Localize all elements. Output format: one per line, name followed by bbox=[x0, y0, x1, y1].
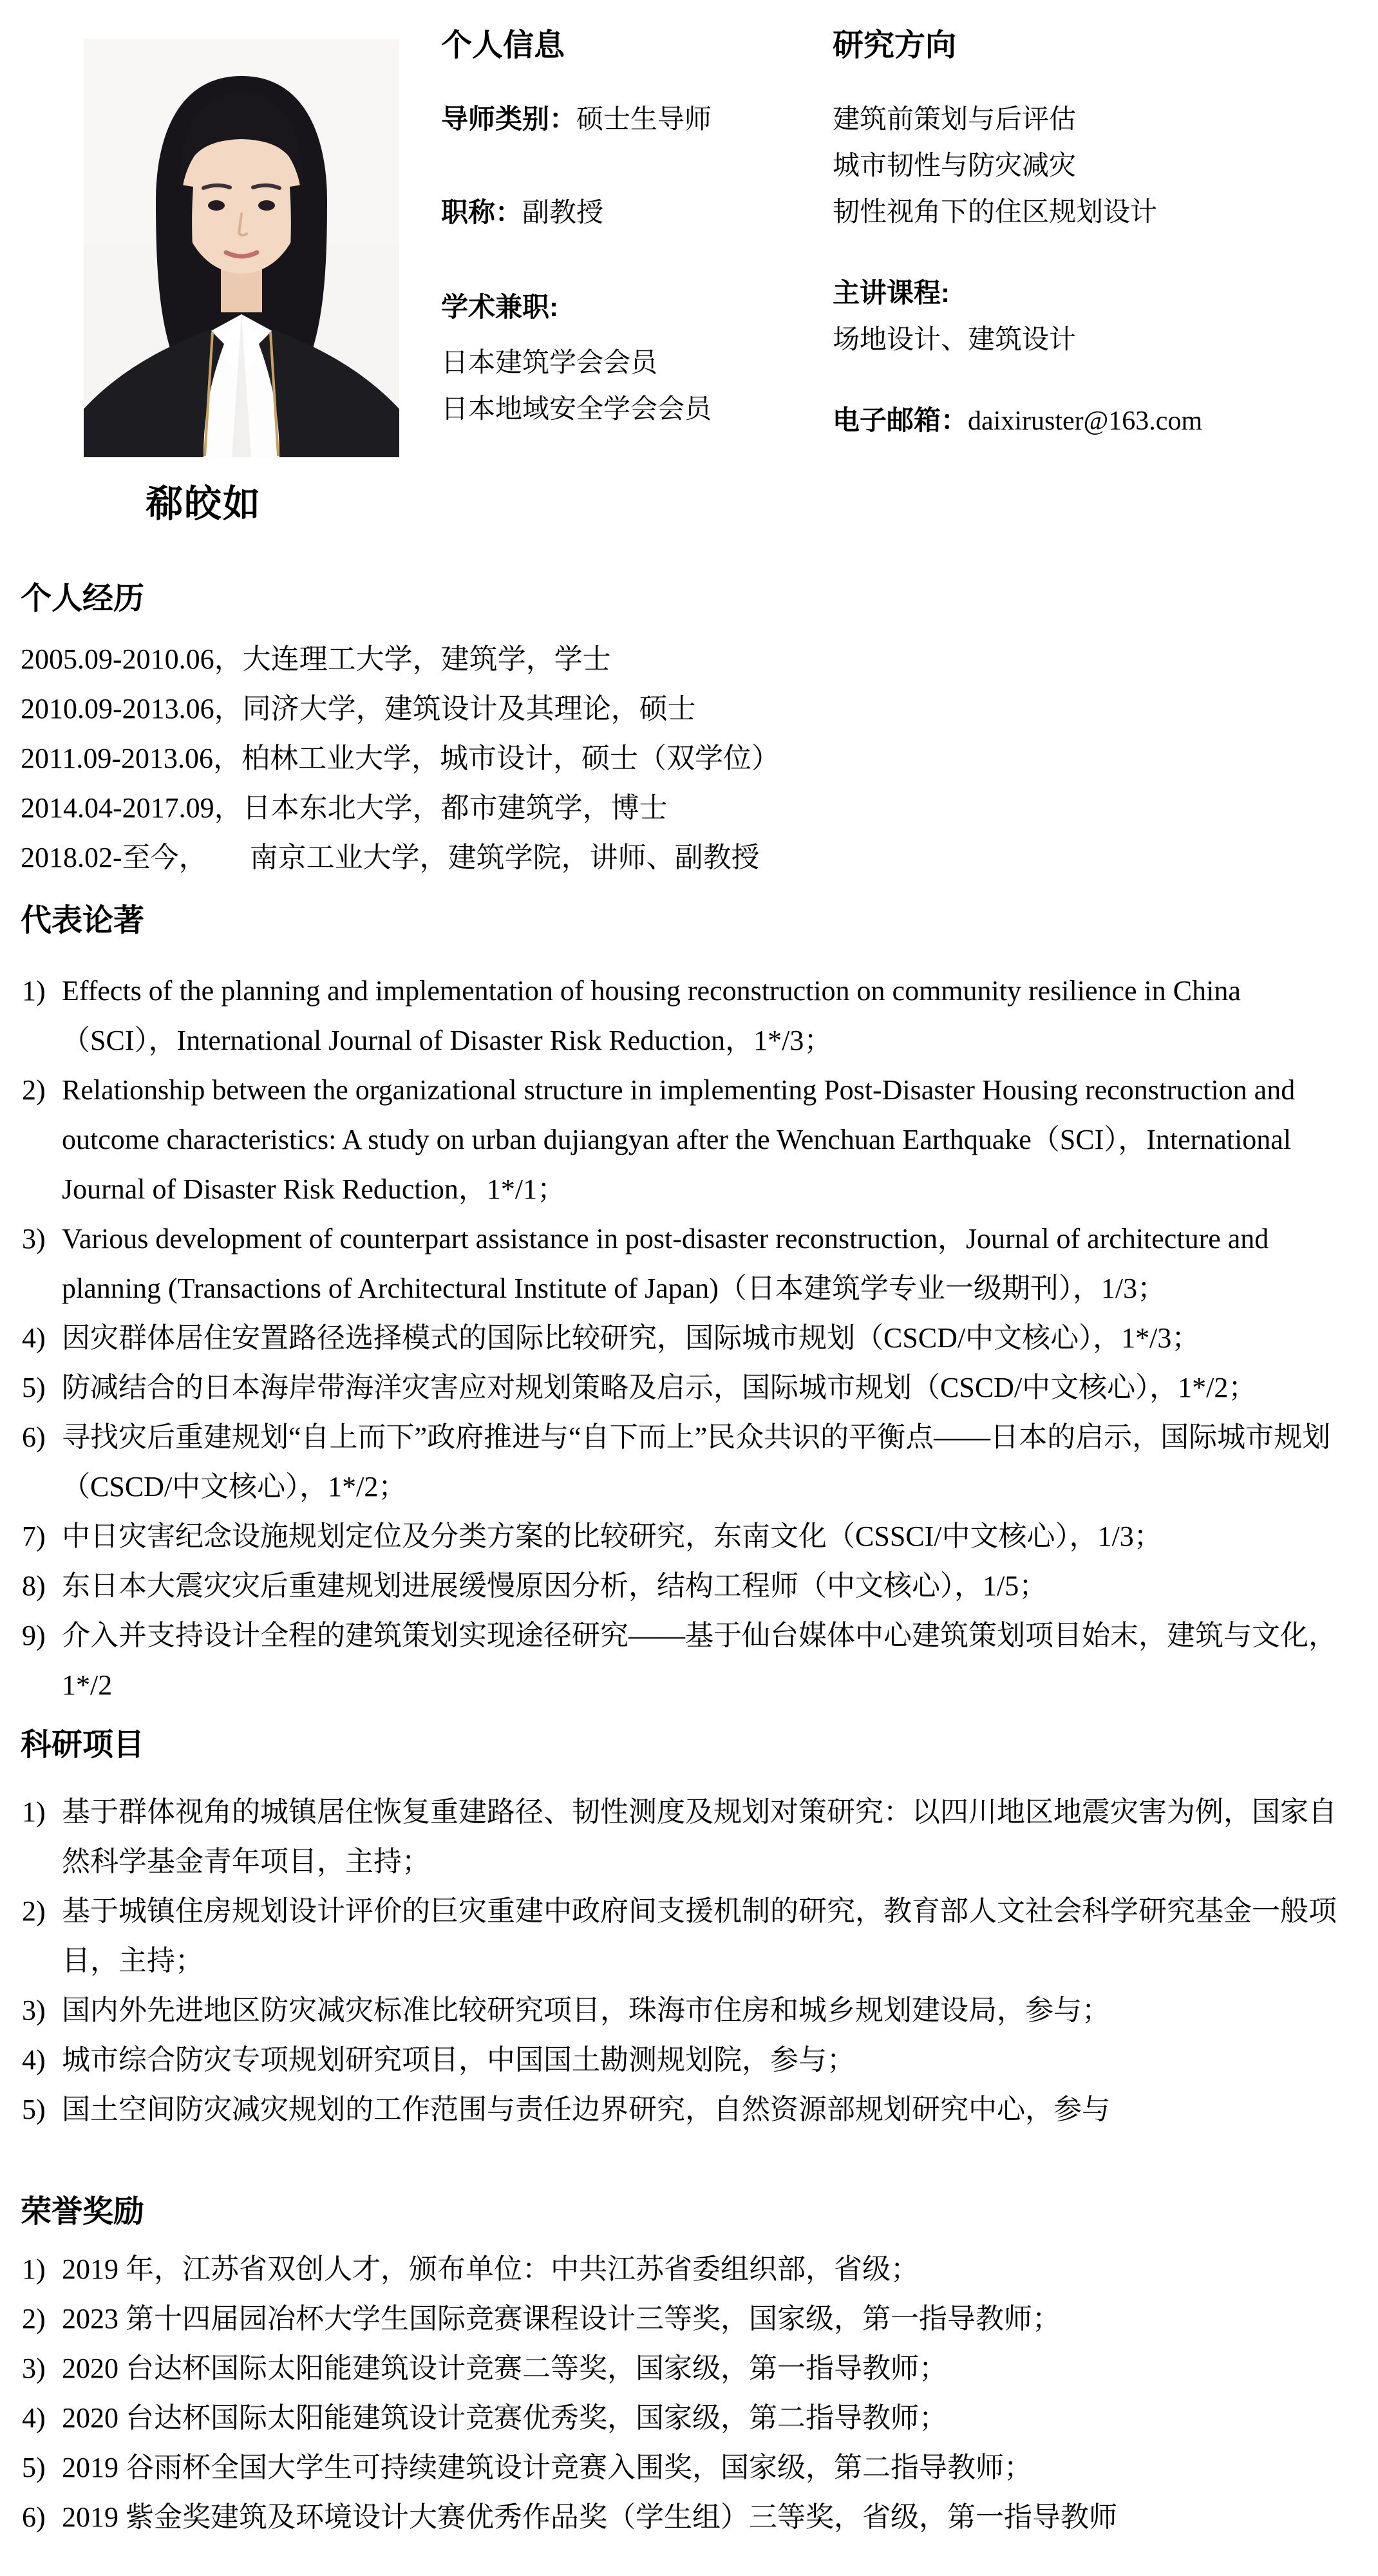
project-item: 国内外先进地区防灾减灾标准比较研究项目，珠海市住房和城乡规划建设局，参与； bbox=[62, 1994, 1110, 2026]
project-item: 城市综合防灾专项规划研究项目，中国国土勘测规划院，参与； bbox=[62, 2044, 855, 2076]
research-direction: 韧性视角下的住区规划设计 bbox=[833, 196, 1158, 227]
honors-heading: 荣誉奖励 bbox=[21, 2195, 145, 2229]
publication-item: 防减结合的日本海岸带海洋灾害应对规划策略及启示，国际城市规划（CSCD/中文核心），1*/2； bbox=[62, 1372, 1257, 1403]
courses-label-line bbox=[833, 277, 950, 309]
section-projects bbox=[21, 1729, 1349, 2134]
experience-item: 2005.09-2010.06，大连理工大学，建筑学，学士 bbox=[21, 643, 611, 675]
email-value[interactable]: daixiruster@163.com bbox=[968, 406, 1203, 436]
honor-item: 2020 台达杯国际太阳能建筑设计竞赛二等奖，国家级，第一指导教师； bbox=[62, 2353, 947, 2384]
honor-item: 2019 谷雨杯全国大学生可持续建筑设计竞赛入围奖，国家级，第二指导教师； bbox=[62, 2452, 1032, 2483]
project-item: 基于群体视角的城镇居住恢复重建路径、韧性测度及规划对策研究：以四川地区地震灾害为例，国家自然科学基金青年项目，主持； bbox=[62, 1796, 1337, 1877]
membership-item: 日本建筑学会会员 bbox=[441, 347, 658, 377]
title-value: 副教授 bbox=[522, 197, 604, 227]
honor-item: 2019 紫金奖建筑及环境设计大赛优秀作品奖（学生组）三等奖，省级，第一指导教师 bbox=[62, 2501, 1117, 2533]
publication-item: Various development of counterpart assistance in post-disaster reconstruction，Journal of architecture and planning (Transactions of Architectural Institute of Japan)（日本建筑学专业一级期刊），1/3； bbox=[62, 1223, 1269, 1304]
research-direction: 建筑前策划与后评估 bbox=[833, 104, 1077, 134]
honors-list bbox=[21, 2244, 1349, 2542]
mentor-type-value: 硕士生导师 bbox=[576, 104, 712, 134]
honor-item: 2019 年，江苏省双创人才，颁布单位：中共江苏省委组织部，省级； bbox=[62, 2253, 919, 2285]
experience-item: 2011.09-2013.06，柏林工业大学，城市设计，硕士（双学位） bbox=[21, 743, 780, 774]
experience-item: 2014.04-2017.09，日本东北大学，都市建筑学，博士 bbox=[21, 792, 668, 824]
personal-info-heading: 个人信息 bbox=[441, 28, 565, 62]
mentor-type-line bbox=[441, 103, 712, 135]
membership-item: 日本地域安全学会会员 bbox=[441, 393, 712, 424]
publication-item: Relationship between the organizational structure in implementing Post-Disaster Housing reconstruction and outcome characteristics: A study on urban dujiangyan after the Wenchuan Earthquake（SCI），International Journal of Disaster Risk Reduction，1*/1； bbox=[62, 1074, 1296, 1205]
publication-item: 中日灾害纪念设施规划定位及分类方案的比较研究，东南文化（CSSCI/中文核心），1/3； bbox=[62, 1520, 1162, 1552]
profile-photo bbox=[84, 39, 399, 457]
publication-item: Effects of the planning and implementation of housing reconstruction on community resilience in China（SCI），International Journal of Disaster Risk Reduction，1*/3； bbox=[62, 975, 1241, 1056]
experience-heading: 个人经历 bbox=[21, 582, 145, 616]
publication-item: 寻找灾后重建规划“自上而下”政府推进与“自下而上”民众共识的平衡点——日本的启示，国际城市规划（CSCD/中文核心），1*/2； bbox=[62, 1421, 1331, 1502]
email-line bbox=[833, 404, 1202, 437]
roles-label: 学术兼职: bbox=[441, 292, 558, 322]
publication-item: 介入并支持设计全程的建筑策划实现途径研究——基于仙台媒体中心建筑策划项目始末，建筑与文化，1*/2 bbox=[62, 1620, 1337, 1701]
research-heading: 研究方向 bbox=[833, 28, 957, 62]
experience-item: 2018.02-至今， 南京工业大学，建筑学院，讲师、副教授 bbox=[21, 842, 760, 873]
mentor-type-label: 导师类别： bbox=[441, 104, 577, 134]
experience-list bbox=[21, 634, 1349, 882]
project-item: 国土空间防灾减灾规划的工作范围与责任边界研究，自然资源部规划研究中心，参与 bbox=[62, 2094, 1110, 2125]
projects-heading: 科研项目 bbox=[21, 1728, 145, 1762]
courses-label: 主讲课程: bbox=[833, 278, 950, 308]
project-item: 基于城镇住房规划设计评价的巨灾重建中政府间支援机制的研究，教育部人文社会科学研究基金一般项目，主持； bbox=[62, 1895, 1337, 1976]
research-direction: 城市韧性与防灾减灾 bbox=[833, 150, 1077, 180]
publication-item: 因灾群体居住安置路径选择模式的国际比较研究，国际城市规划（CSCD/中文核心），1*/3； bbox=[62, 1322, 1200, 1354]
section-experience bbox=[21, 583, 1349, 882]
experience-item: 2010.09-2013.06，同济大学，建筑设计及其理论，硕士 bbox=[21, 693, 696, 724]
section-publications bbox=[21, 905, 1349, 1710]
publications-heading: 代表论著 bbox=[21, 904, 145, 938]
publication-item: 东日本大震灾灾后重建规划进展缓慢原因分析，结构工程师（中文核心），1/5； bbox=[62, 1570, 1048, 1602]
section-honors bbox=[21, 2196, 1349, 2542]
publications-list bbox=[21, 966, 1349, 1710]
title-line bbox=[441, 196, 603, 229]
email-label: 电子邮箱： bbox=[833, 405, 968, 435]
projects-list bbox=[21, 1787, 1349, 2134]
honor-item: 2020 台达杯国际太阳能建筑设计竞赛优秀奖，国家级，第二指导教师； bbox=[62, 2402, 947, 2434]
profile-name: 郗皎如 bbox=[146, 483, 262, 525]
courses-value: 场地设计、建筑设计 bbox=[833, 324, 1077, 354]
portrait-illustration bbox=[84, 39, 399, 457]
honor-item: 2023 第十四届园冶杯大学生国际竞赛课程设计三等奖，国家级，第一指导教师； bbox=[62, 2303, 1061, 2334]
roles-label-line bbox=[441, 291, 558, 323]
title-label: 职称： bbox=[441, 197, 523, 227]
